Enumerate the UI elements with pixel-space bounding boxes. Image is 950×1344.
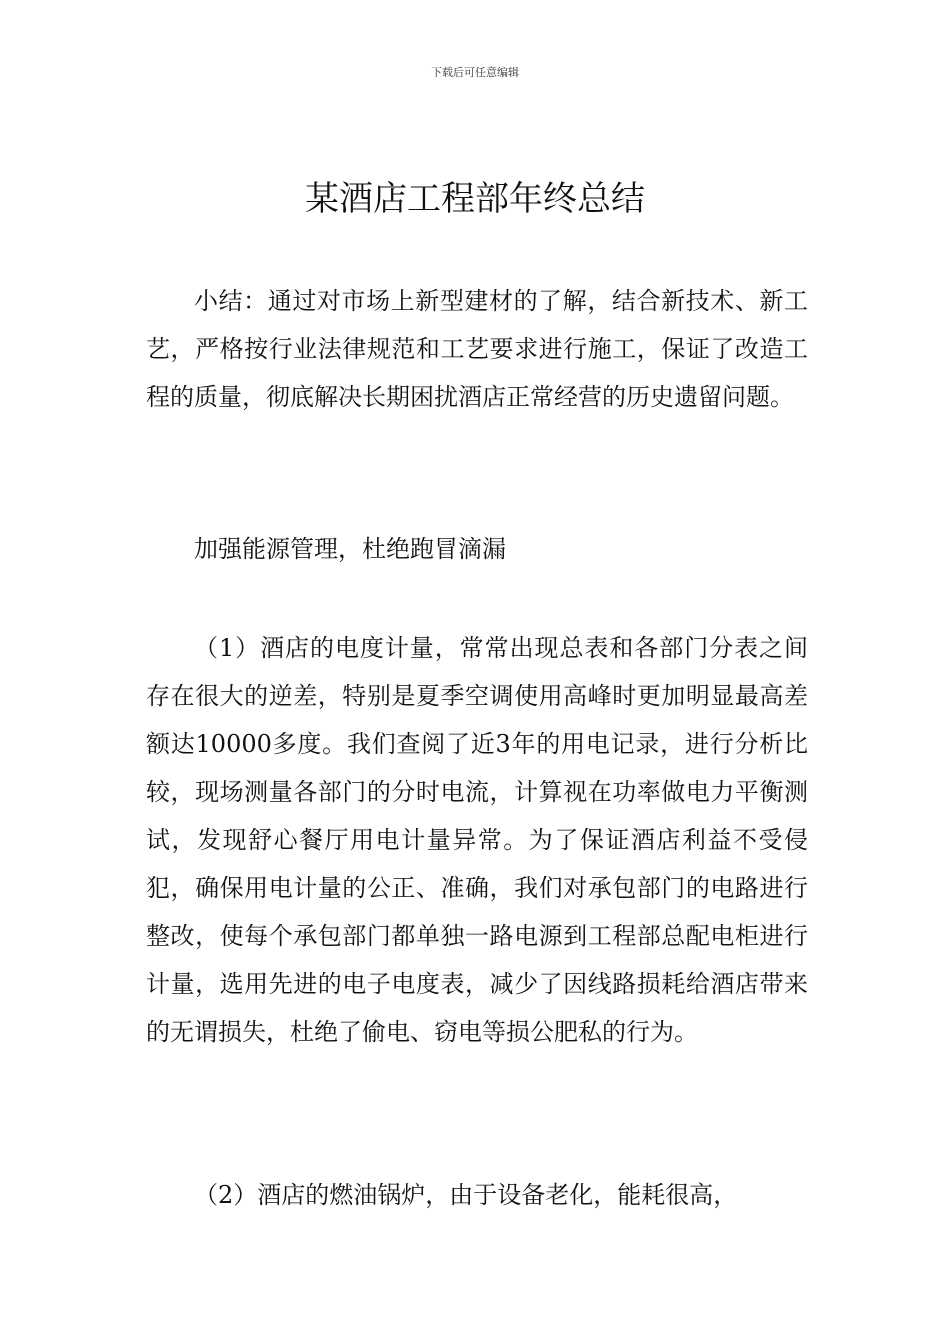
paragraph-section-heading: 加强能源管理，杜绝跑冒滴漏 [194, 535, 506, 563]
document-title: 某酒店工程部年终总结 [305, 179, 645, 219]
paragraph-boiler: （2）酒店的燃油锅炉，由于设备老化，能耗很高， [194, 1181, 738, 1209]
paragraph-summary: 小结：通过对市场上新型建材的了解，结合新技术、新工艺，严格按行业法律规范和工艺要求进行施工，保证了改造工程的质量，彻底解决长期困扰酒店正常经营的历史遗留问题。 [146, 287, 808, 411]
header-note: 下载后可任意编辑 [431, 66, 519, 79]
paragraph-electricity-metering: （1）酒店的电度计量，常常出现总表和各部门分表之间存在很大的逆差，特别是夏季空调使用高峰时更加明显最高差额达10000多度。我们查阅了近3年的用电记录，进行分析比较，现场测量各部门的分时电流，计算视在功率做电力平衡测试，发现舒心餐厅用电计量异常。为了保证酒店利益不受侵犯，确保用电计量的公正、准确，我们对承包部门的电路进行整改，使每个承包部门都单独一路电源到工程部总配电柜进行计量，选用先进的电子电度表，减少了因线路损耗给酒店带来的无谓损失，杜绝了偷电、窃电等损公肥私的行为。 [146, 634, 808, 1046]
